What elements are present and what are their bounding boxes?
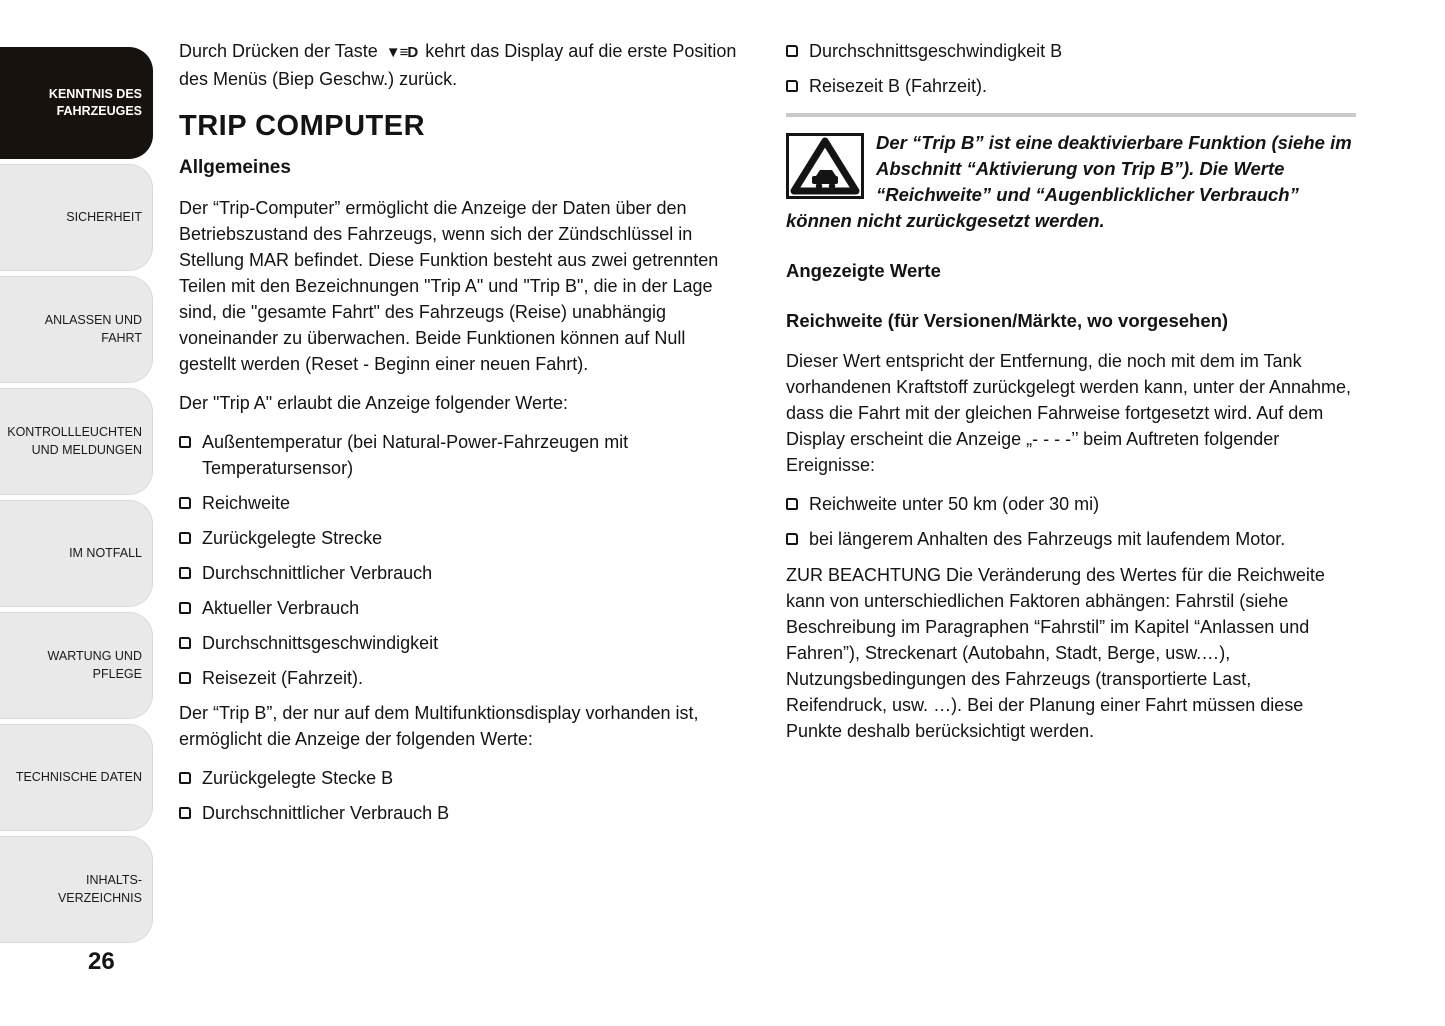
events-list [786,491,1356,552]
sidebar-item-kontrollleuchten-und-meldungen [0,388,153,495]
intro-text-after: kehrt das Display auf die erste Position des Menüs (Biep Geschw.) zurück. [179,41,737,89]
list-item-text: Durchschnittlicher Verbrauch B [202,803,450,823]
section-heading-allgemeines: Allgemeines [179,157,291,178]
bullet-icon [179,807,191,819]
sidebar-item-technische-daten [0,724,153,831]
bullet-icon [179,637,191,649]
trip-a-list [179,429,747,691]
bullet-icon [786,498,798,510]
list-item [786,38,1356,64]
sidebar-item-label: SICHERHEIT [66,209,142,224]
trip-b-list [179,765,747,826]
list-item [179,560,747,586]
list-item [179,765,747,791]
left-column [179,38,747,835]
sidebar-item-label: WARTUNG UND PFLEGE [47,649,142,681]
list-item-text: Reichweite [202,493,291,513]
list-item-text: Außentemperatur (bei Natural-Power-Fahrzeugen mit Temperatursensor) [202,432,629,478]
list-item [179,429,747,481]
sidebar-item-label: INHALTS-VERZEICHNIS [57,873,142,905]
paragraph-trip-b-intro: Der “Trip B”, der nur auf dem Multifunktionsdisplay vorhanden ist, ermöglicht die Anzeige der folgenden Werte: [179,703,699,749]
list-item-text: Durchschnittsgeschwindigkeit [202,633,439,653]
list-item-text: bei längerem Anhalten des Fahrzeugs mit laufendem Motor. [809,529,1286,549]
sidebar [0,47,153,943]
list-item-text: Reisezeit (Fahrzeit). [202,668,364,688]
list-item [179,595,747,621]
list-item-text: Reisezeit B (Fahrzeit). [809,76,988,96]
intro-text-before: Durch Drücken der Taste [179,41,378,61]
list-item [179,800,747,826]
bullet-icon [786,45,798,57]
warning-triangle-icon [786,133,864,199]
list-item-text: Durchschnittsgeschwindigkeit B [809,41,1063,61]
list-item [179,525,747,551]
sidebar-item-sicherheit [0,164,153,271]
sidebar-item-anlassen-und-fahrt [0,276,153,383]
bullet-icon [786,533,798,545]
list-item [179,630,747,656]
list-item-text: Zurückgelegte Strecke [202,528,383,548]
sidebar-item-label: KENNTNIS DES FAHRZEUGES [48,86,142,118]
bullet-icon [179,672,191,684]
trip-b-list-continued [786,38,1356,99]
sidebar-item-label: IM NOTFALL [69,545,142,560]
list-item [179,665,747,691]
sidebar-item-label: ANLASSEN UND FAHRT [44,313,142,345]
list-item-text: Durchschnittlicher Verbrauch [202,563,433,583]
right-column [786,38,1356,757]
list-item-text: Reichweite unter 50 km (oder 30 mi) [809,494,1100,514]
list-item [786,73,1356,99]
bullet-icon [179,567,191,579]
trip-button-icon: ▼≡D [385,44,418,61]
sidebar-item-label: KONTROLLLEUCHTEN UND MELDUNGEN [7,425,142,457]
list-item-text: Zurückgelegte Stecke B [202,768,394,788]
warning-box [786,130,1356,234]
paragraph-zur-beachtung: ZUR BEACHTUNG Die Veränderung des Wertes für die Reichweite kann von unterschiedlichen Faktoren abhängen: Fahrstil (siehe Beschreibung im Paragraphen “Fahrstil” im Kapitel “Anlassen und Fahren”), Streckenart (Autobahn, Stadt, Berge, usw.…), Nutzungsbedingungen des Fahrzeugs (transportierte Last, Reifendruck, usw. …). Bei der Planung einer Fahrt müssen diese Punkte deshalb berücksichtigt werden. [786,565,1325,741]
section-divider [786,113,1356,117]
paragraph-trip-a-intro: Der "Trip A" erlaubt die Anzeige folgender Werte: [179,393,568,413]
bullet-icon [179,602,191,614]
bullet-icon [786,80,798,92]
section-heading-angezeigte-werte: Angezeigte Werte [786,260,941,281]
list-item [786,491,1356,517]
sidebar-item-wartung-und-pflege [0,612,153,719]
sidebar-item-label: TECHNISCHE DATEN [15,769,142,784]
paragraph-reichweite: Dieser Wert entspricht der Entfernung, die noch mit dem im Tank vorhandenen Kraftstoff zurückgelegt werden kann, unter der Annahme, dass die Fahrt mit der gleichen Fahrweise fortgesetzt wird. Auf dem Display erscheint die Anzeige „- - - -’’ beim Auftreten folgender Ereignisse: [786,351,1352,475]
bullet-icon [179,497,191,509]
list-item [786,526,1356,552]
bullet-icon [179,532,191,544]
bullet-icon [179,772,191,784]
sidebar-item-im-notfall [0,500,153,607]
page-number: 26 [88,948,115,975]
sidebar-item-inhaltsverzeichnis [0,836,153,943]
warning-text: Der “Trip B” ist eine deaktivierbare Funktion (siehe im Abschnitt “Aktivierung von Trip B”). Die Werte “Reichweite” und “Augenblicklicher Verbrauch” können nicht zurückgesetzt werden. [786,132,1352,231]
paragraph-trip-computer: Der “Trip-Computer” ermöglicht die Anzeige der Daten über den Betriebszustand des Fahrzeugs, wenn sich der Zündschlüssel in Stellung MAR befindet. Diese Funktion besteht aus zwei getrennten Teilen mit den Bezeichnungen "Trip A" und "Trip B", die in der Lage sind, die "gesamte Fahrt" des Fahrzeugs (Reise) unabhängig voneinander zu überwachen. Beide Funktionen können auf Null gestellt werden (Reset - Beginn einer neuen Fahrt). [179,198,719,374]
list-item [179,490,747,516]
intro-paragraph [179,38,747,92]
bullet-icon [179,436,191,448]
list-item-text: Aktueller Verbrauch [202,598,360,618]
section-heading-reichweite: Reichweite (für Versionen/Märkte, wo vorgesehen) [786,310,1229,331]
page-title: TRIP COMPUTER [179,110,426,142]
sidebar-item-kenntnis-des-fahrzeuges [0,47,153,159]
